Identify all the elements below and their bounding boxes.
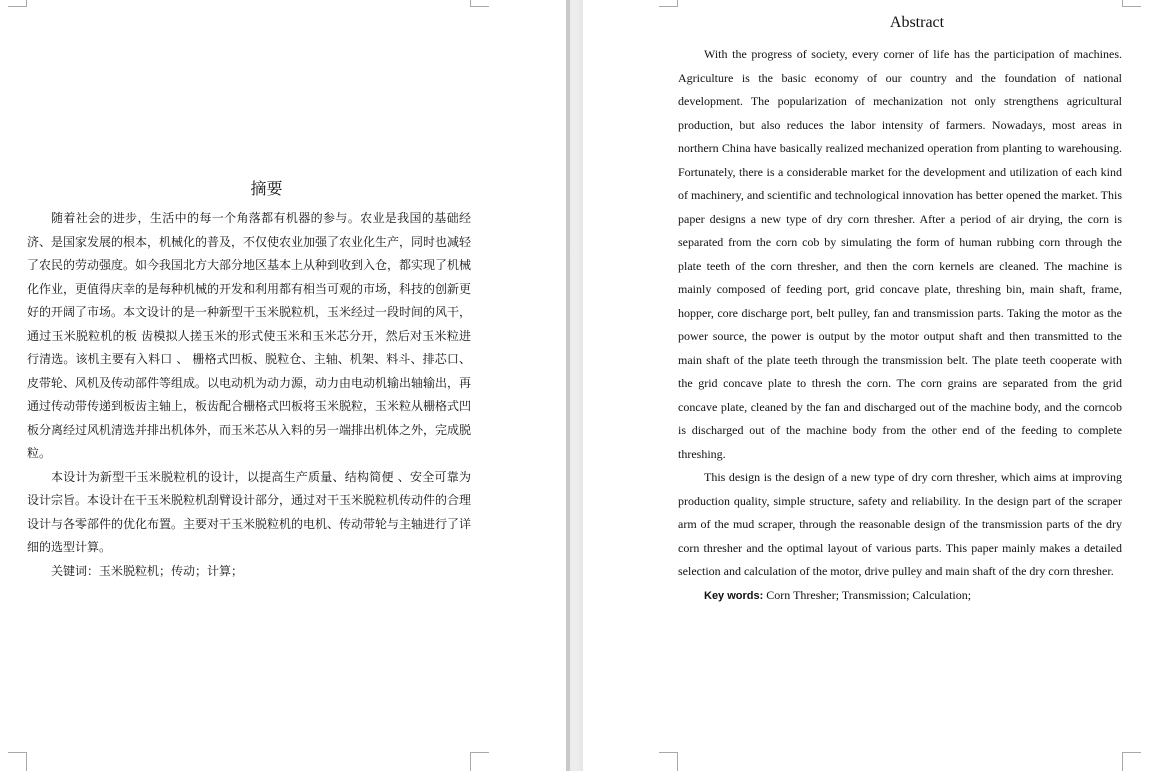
crop-mark-top-left bbox=[659, 0, 678, 7]
chinese-abstract-body bbox=[27, 207, 471, 583]
crop-mark-top-right bbox=[470, 0, 489, 7]
crop-mark-bottom-right bbox=[1122, 752, 1141, 771]
chinese-paragraph-2: 本设计为新型干玉米脱粒机的设计，以提高生产质量、结构简便 、安全可靠为设计宗旨。本设计在干玉米脱粒机刮臂设计部分，通过对干玉米脱粒机传动件的合理设计与各零部件的优化布置。主要对干玉米脱粒机的电机、传动带轮与主轴进行了详细的选型计算。 bbox=[27, 469, 472, 554]
english-keywords-text: Corn Thresher; Transmission; Calculation; bbox=[766, 587, 972, 602]
english-abstract-title: Abstract bbox=[889, 14, 945, 31]
page-gutter bbox=[566, 0, 583, 771]
chinese-keywords-text: 玉米脱粒机；传动；计算； bbox=[99, 563, 244, 578]
crop-mark-top-right bbox=[1122, 0, 1141, 7]
chinese-keywords-label: 关键词： bbox=[51, 563, 100, 578]
english-keywords-label: Key words: bbox=[704, 589, 764, 602]
chinese-paragraph-1: 随着社会的进步，生活中的每一个角落都有机器的参与。农业是我国的基础经济、是国家发展的根本，机械化的普及，不仅使农业加强了农业化生产，同时也减轻了农民的劳动强度。如今我国北方大部分地区基本上从种到收到入仓，都实现了机械化作业，更值得庆幸的是每种机械的开发和利用都有相当可观的市场，科技的创新更好的开阔了市场。本文设计的是一种新型干玉米脱粒机，玉米经过一段时间的风干，通过玉米脱粒机的板 齿模拟人搓玉米的形式使玉米和玉米芯分开，然后对玉米粒进行清选。该机主要有入料口 、 栅格式凹板、脱粒仓、主轴、机架、料斗、排芯口、皮带轮、风机及传动部件等组成。以电动机为动力源，动力由电动机输出轴输出，再通过传动带传递到板齿主轴上，板齿配合栅格式凹板将玉米脱粒，玉米粒从栅格式凹板分离经过风机清选并排出机体外，而玉米芯从入料的另一端排出机体之外，完成脱粒。 bbox=[27, 211, 472, 460]
english-paragraph-2: This design is the design of a new type of dry corn thresher, which aims at improving production quality, simple structure, safety and reliability. In the design part of the scraper arm of the mud scraper, through the reasonable design of the transmission parts of the dry corn thresher and the optimal layout of various parts. This paper mainly makes a detailed selection and calculation of the motor, drive pulley and main shaft of the dry corn thresher. bbox=[678, 470, 1122, 578]
english-abstract-body bbox=[678, 43, 1122, 608]
chinese-keywords bbox=[27, 560, 471, 584]
english-keywords bbox=[678, 584, 1122, 609]
crop-mark-top-left bbox=[8, 0, 27, 7]
english-abstract-page bbox=[583, 0, 1154, 771]
crop-mark-bottom-right bbox=[470, 752, 489, 771]
chinese-abstract-title: 摘要 bbox=[250, 179, 283, 198]
crop-mark-bottom-left bbox=[8, 752, 27, 771]
chinese-abstract-page bbox=[0, 0, 566, 771]
english-paragraph-1: With the progress of society, every corner of life has the participation of machines. Agriculture is the basic economy of our country and the foundation of national development. The popularization of mechanization not only strengthens agricultural production, but also reduces the labor intensity of farmers. Nowadays, most areas in northern China have basically realized mechanized operation from planting to warehousing. Fortunately, there is a considerable market for the development and utilization of each kind of machinery, and scientific and technological innovation has better opened the market. This paper designs a new type of dry corn thresher. After a period of air drying, the corn is separated from the corn cob by simulating the form of human rubbing corn through the plate teeth of the corn thresher, and then the corn kernels are cleaned. The machine is mainly composed of feeding port, grid concave plate, threshing bin, main shaft, frame, hopper, core discharge port, belt pulley, fan and transmission parts. Taking the motor as the power source, the power is output by the motor output shaft and then transmitted to the main shaft of the plate teeth through the transmission belt. The plate teeth cooperate with the grid concave plate to thresh the corn. The corn grains are separated from the grid concave plate, cleaned by the fan and discharged out of the machine body, and the corncob is discharged out of the machine body from the other end of the feeding to complete threshing. bbox=[678, 47, 1122, 461]
crop-mark-bottom-left bbox=[659, 752, 678, 771]
